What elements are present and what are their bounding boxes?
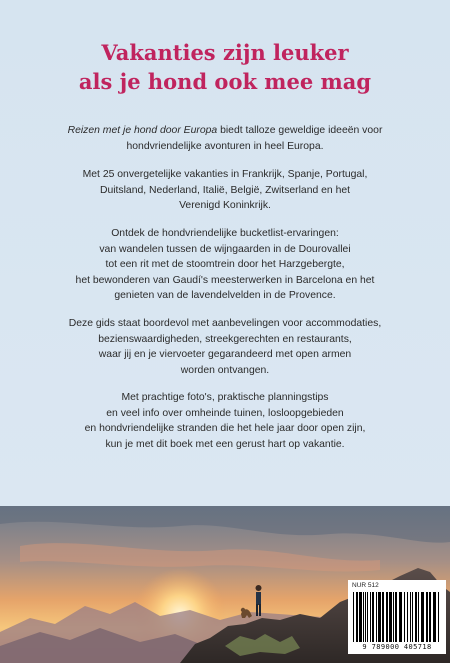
paragraph-line [40, 123, 410, 139]
barcode-bar [429, 592, 431, 642]
paragraph-line: tot een rit met de stoomtrein door het Harzgebergte, [105, 259, 345, 271]
paragraph-line: waar jij en je viervoeter gegarandeerd met open armen [98, 349, 352, 361]
barcode-bar [438, 592, 439, 642]
blurb-paragraph-5 [40, 390, 410, 452]
paragraph-line: bezienswaardigheden, streekgerechten en restaurants, [98, 333, 352, 345]
paragraph-line: van wandelen tussen de wijngaarden in de Dourovallei [99, 243, 351, 255]
paragraph-line: hondvriendelijke avonturen in heel Europa. [126, 140, 324, 152]
paragraph-line: Met 25 onvergetelijke vakanties in Frankrijk, Spanje, Portugal, [82, 169, 368, 180]
blurb-paragraph-4 [40, 316, 410, 378]
blurb-paragraph-2 [40, 167, 410, 214]
barcode-bar [372, 592, 374, 642]
barcode-bar [393, 592, 394, 642]
book-title-italic: Reizen met je hond door Europa [67, 125, 218, 136]
barcode-bar [376, 592, 377, 642]
paragraph-line: genieten van de lavendelvelden in de Provence. [114, 290, 336, 302]
barcode-bar [412, 592, 413, 642]
headline-line-1: Vakanties zijn leuker [101, 40, 349, 65]
barcode-bar [421, 592, 424, 642]
paragraph-text: biedt talloze geweldige ideeën voor [217, 125, 383, 136]
barcode-bar [389, 592, 392, 642]
barcode-bar [370, 592, 371, 642]
paragraph-line: en hondvriendelijke stranden die het hele jaar door open zijn, [84, 423, 366, 435]
barcode-bar [367, 592, 368, 642]
blurb-paragraph-3 [40, 226, 410, 304]
barcode-bars [352, 592, 442, 642]
headline-line-2: als je hond ook mee mag [78, 69, 372, 94]
paragraph-line: Duitsland, Nederland, Italië, België, Zwitserland en het [99, 184, 351, 196]
paragraph-line: Met prachtige foto's, praktische planningstips [121, 392, 329, 403]
barcode-bar [426, 592, 428, 642]
barcode-bar [399, 592, 402, 642]
barcode-bar [410, 592, 411, 642]
barcode-bar [356, 592, 358, 642]
blurb-paragraph-1 [40, 123, 410, 154]
barcode-bar [353, 592, 354, 642]
barcode-bar [418, 592, 419, 642]
barcode-bar [382, 592, 384, 642]
paragraph-line: worden ontvangen. [180, 364, 270, 376]
barcode-bar [359, 592, 362, 642]
paragraph-line: en veel info over omheinde tuinen, losloopgebieden [106, 407, 344, 419]
barcode-bar [404, 592, 405, 642]
paragraph-line: het bewonderen van Gaudí's meesterwerken in Barcelona en het [75, 274, 375, 286]
nur-code: NUR 512 [352, 582, 379, 589]
barcode-bar [386, 592, 388, 642]
barcode-bar [407, 592, 408, 642]
paragraph-line: Ontdek de hondvriendelijke bucketlist-ervaringen: [111, 228, 339, 239]
barcode-bar [378, 592, 381, 642]
paragraph-line: kun je met dit boek met een gerust hart op vakantie. [105, 438, 345, 450]
barcode-bar [365, 592, 366, 642]
barcode-bar [363, 592, 364, 642]
barcode-label [348, 580, 446, 654]
isbn-number: 9 789000 405718 [362, 643, 432, 651]
cover-headline [0, 38, 450, 96]
paragraph-line: Deze gids staat boordevol met aanbevelingen voor accommodaties, [68, 318, 382, 329]
barcode-bar [433, 592, 436, 642]
paragraph-line: Verenigd Koninkrijk. [179, 200, 271, 212]
barcode-bar [395, 592, 397, 642]
barcode-bar [415, 592, 417, 642]
